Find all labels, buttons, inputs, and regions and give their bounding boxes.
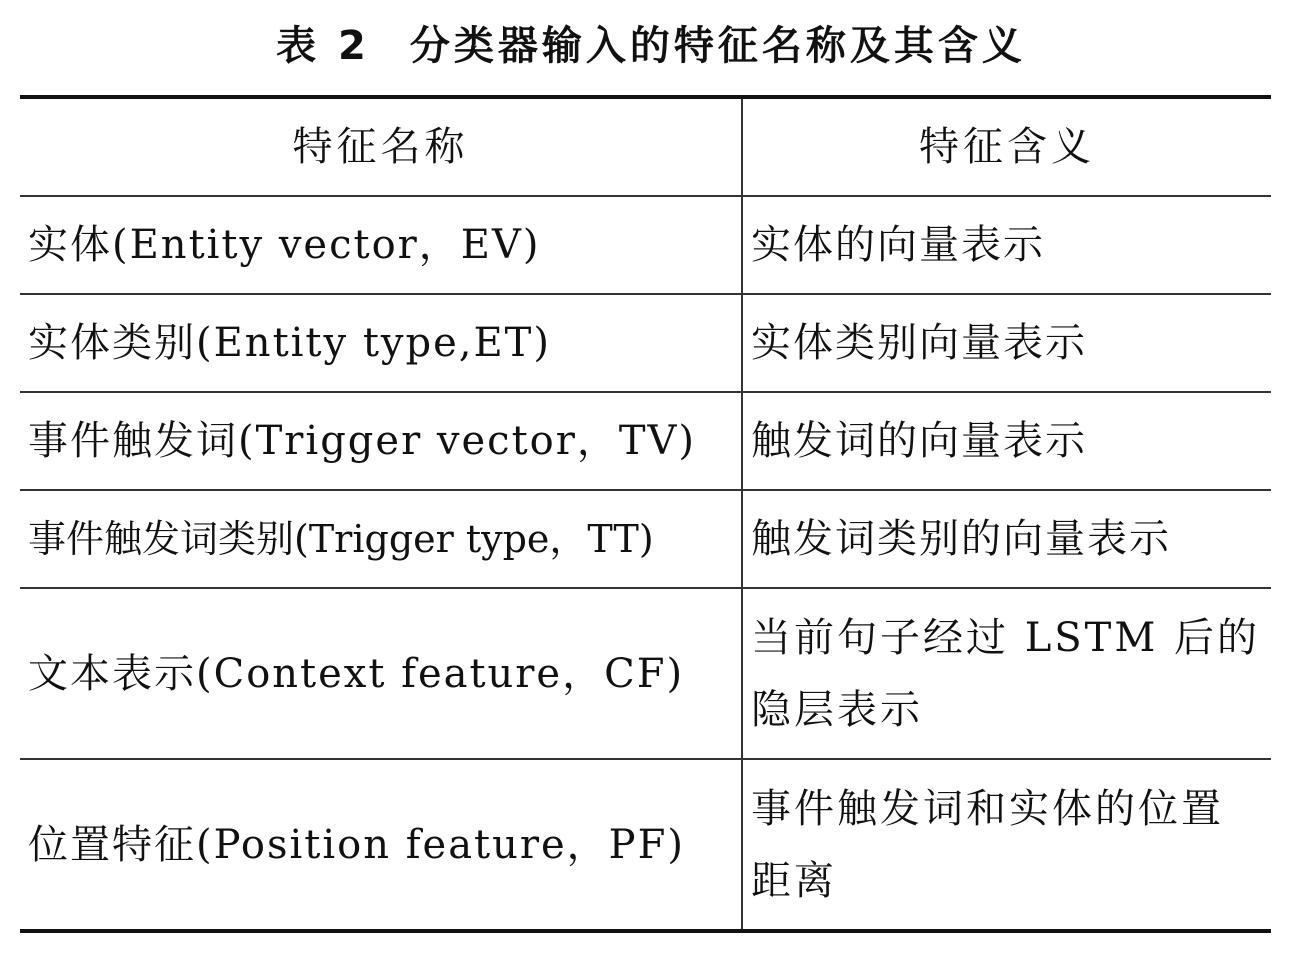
- table-row: [20, 759, 1271, 931]
- feature-meaning-cell: 事件触发词和实体的位置距离: [742, 759, 1271, 931]
- table-row: [20, 294, 1271, 392]
- feature-meaning-cell: 当前句子经过 LSTM 后的隐层表示: [742, 588, 1271, 759]
- feature-name-cell: 实体类别(Entity type,ET): [20, 294, 742, 392]
- feature-table: [20, 95, 1271, 933]
- feature-name-cell: 位置特征(Position feature，PF): [20, 759, 742, 931]
- feature-meaning-cell: 触发词类别的向量表示: [742, 490, 1271, 588]
- feature-name-cell: 文本表示(Context feature，CF): [20, 588, 742, 759]
- table-row: [20, 392, 1271, 490]
- feature-name-cell: 实体(Entity vector，EV): [20, 196, 742, 294]
- table-caption: [0, 18, 1302, 74]
- table-number: 表 2: [276, 23, 370, 69]
- header-feature-meaning: 特征含义: [919, 124, 1095, 170]
- feature-name-cell: 事件触发词类别(Trigger type，TT): [20, 490, 742, 588]
- header-feature-name: 特征名称: [20, 97, 742, 196]
- table-row: [20, 588, 1271, 759]
- feature-name-cell: 事件触发词(Trigger vector，TV): [20, 392, 742, 490]
- feature-meaning-cell: 实体的向量表示: [742, 196, 1271, 294]
- table-title: 分类器输入的特征名称及其含义: [409, 23, 1026, 69]
- header-row: [20, 97, 1271, 196]
- feature-meaning-cell: 触发词的向量表示: [742, 392, 1271, 490]
- table-row: [20, 196, 1271, 294]
- table-row: [20, 490, 1271, 588]
- feature-meaning-cell: 实体类别向量表示: [742, 294, 1271, 392]
